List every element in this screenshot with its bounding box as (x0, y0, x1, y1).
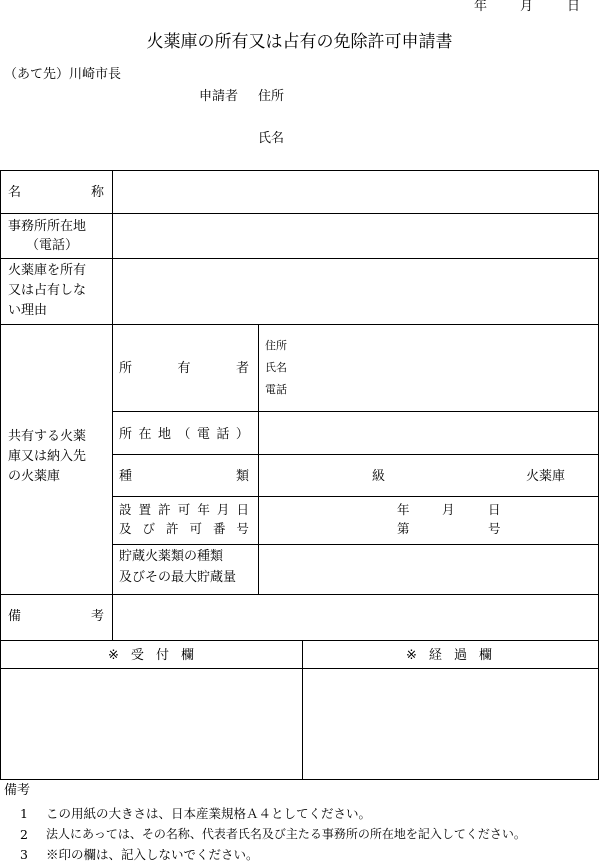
permit-number-label: 及 び 許 可 番 号 (119, 521, 249, 536)
org-name-label: 名 称 (8, 185, 104, 200)
magazine-kind: 火薬庫 (526, 469, 566, 484)
owner-label: 所 有 者 (119, 361, 249, 376)
applicant-label: 申請者 (199, 89, 239, 104)
address-label: 住所 (258, 89, 285, 104)
reason-label-line1: 火薬庫を所有 (8, 263, 87, 278)
owner-name-field: 氏名 (265, 361, 287, 374)
owner-address-field: 住所 (265, 339, 287, 352)
permit-day: 日 (488, 502, 501, 517)
shared-magazine-label-line3: の火薬庫 (8, 469, 61, 484)
remarks-label: 備 考 (8, 609, 104, 624)
reason-label-line2: 又は占有しな (8, 283, 87, 298)
permit-no-suffix: 号 (488, 521, 501, 536)
date-day: 日 (567, 0, 581, 14)
permit-date-label: 設 置 許 可 年 月 日 (119, 502, 249, 517)
note-1-number: 1 (20, 806, 28, 821)
date-year: 年 (474, 0, 488, 14)
shared-magazine-label-line1: 共有する火薬 (8, 429, 87, 444)
reason-label-line3: い理由 (8, 303, 48, 318)
note-2-text: 法人にあっては、その名称、代表者氏名及び主たる事務所の所在地を記入してください。 (46, 827, 526, 841)
note-2-number: 2 (20, 827, 28, 842)
receipt-column-label: ※ 受 付 欄 (108, 648, 194, 663)
owner-phone-field: 電話 (265, 383, 287, 396)
magazine-grade: 級 (372, 469, 386, 484)
location-label: 所 在 地 （ 電 話 ） (119, 427, 249, 442)
addressee: （あて先）川崎市長 (4, 67, 122, 82)
magazine-type-label: 種 類 (119, 469, 249, 484)
office-phone-label: （電話） (26, 238, 79, 253)
name-label: 氏名 (258, 131, 285, 146)
note-3-text: ※印の欄は、記入しないでください。 (46, 847, 259, 862)
application-form-table (0, 170, 599, 780)
progress-column-label: ※ 経 過 欄 (406, 648, 492, 663)
note-1-text: この用紙の大きさは、日本産業規格Ａ４としてください。 (46, 806, 372, 821)
permit-no-prefix: 第 (397, 521, 410, 536)
permit-month: 月 (442, 502, 455, 517)
permit-year: 年 (397, 502, 410, 517)
storage-label-line2: 及びその最大貯蔵量 (119, 570, 237, 585)
notes-heading: 備考 (4, 783, 31, 798)
shared-magazine-label-line2: 庫又は納入先 (8, 449, 87, 464)
note-3-number: 3 (20, 847, 28, 862)
date-month: 月 (520, 0, 534, 14)
page-title: 火薬庫の所有又は占有の免除許可申請書 (146, 32, 453, 52)
storage-label-line1: 貯蔵火薬類の種類 (119, 549, 224, 564)
office-address-label: 事務所所在地 (8, 219, 87, 234)
